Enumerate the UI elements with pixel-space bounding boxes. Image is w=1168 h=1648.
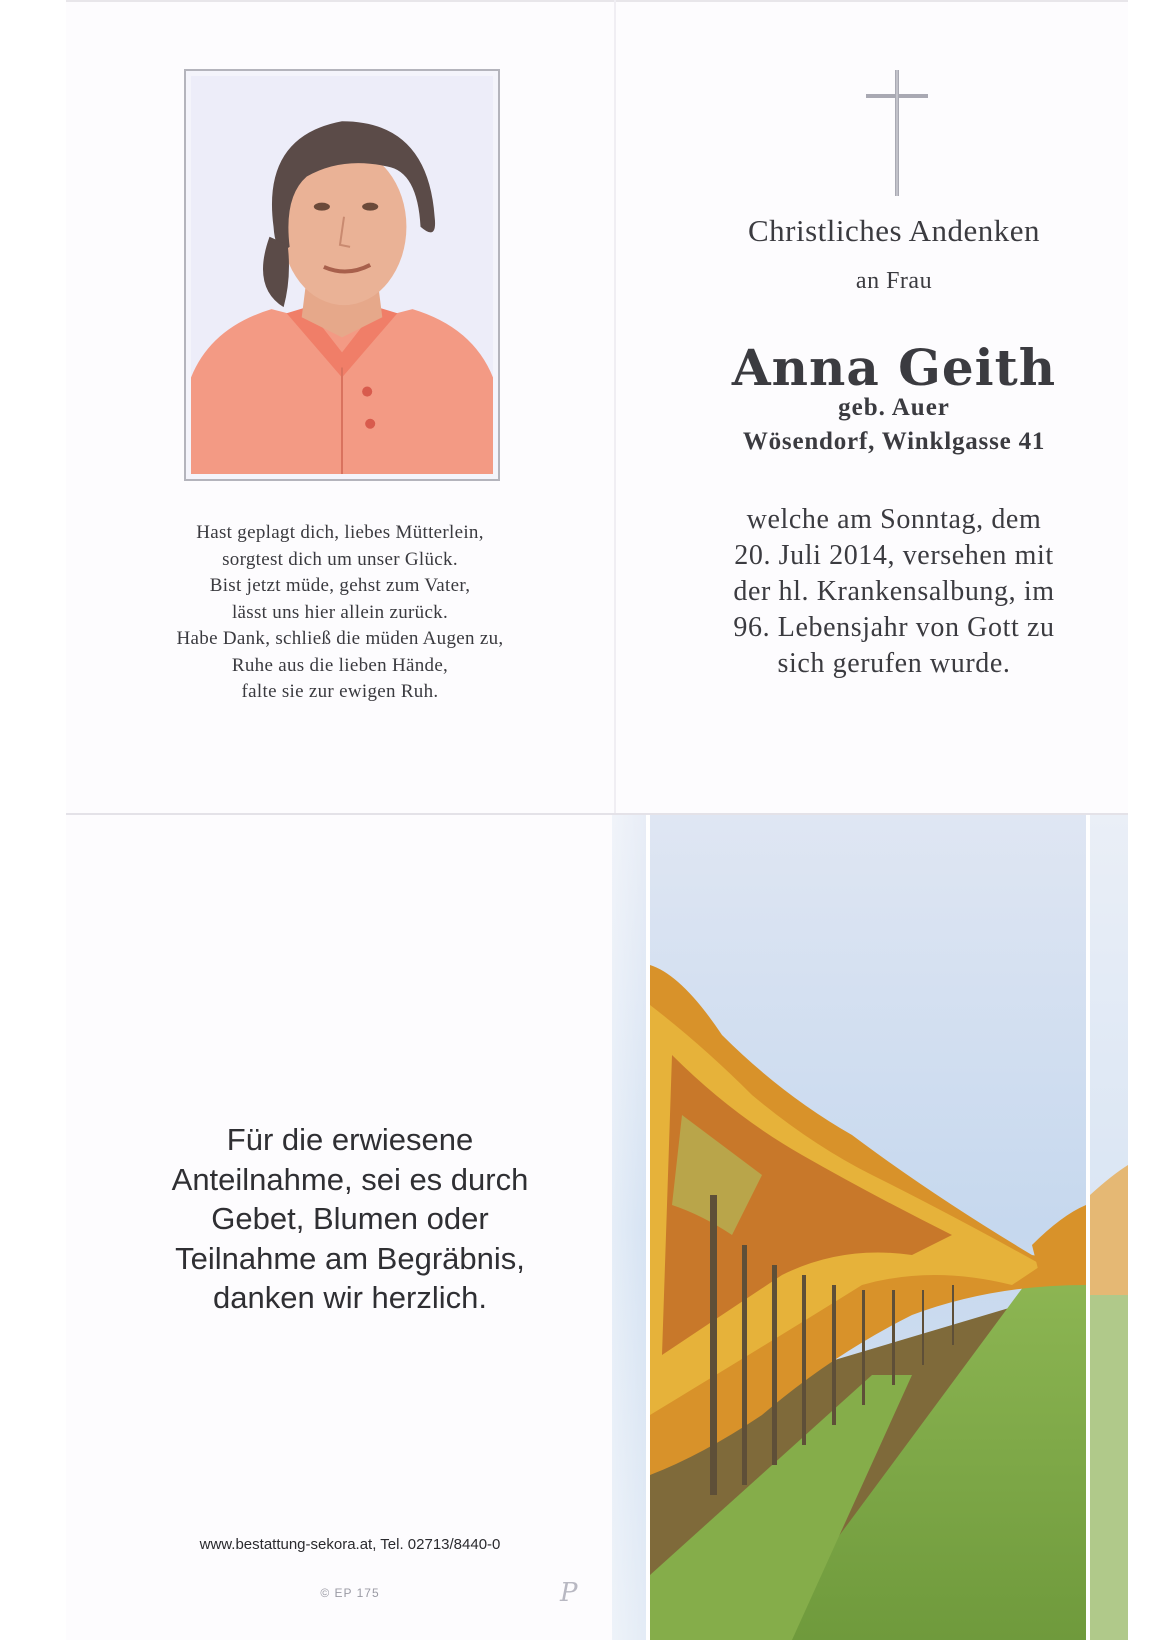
death-notice [656, 502, 1132, 682]
cross-icon [866, 70, 928, 196]
thanks-line: Für die erwiesene [226, 1122, 474, 1157]
funeral-home-contact: www.bestattung-sekora.at, Tel. 02713/8440-0 [199, 1536, 501, 1553]
poem [110, 520, 570, 706]
printer-mark: P [560, 1578, 578, 1608]
poem-line: lässt uns hier allein zurück. [231, 601, 449, 623]
thanks-line: danken wir herzlich. [213, 1280, 487, 1315]
thanks-line: Teilnahme am Begräbnis, [175, 1240, 525, 1276]
poem-line: sorgtest dich um unser Glück. [222, 548, 458, 570]
thanks-line: Anteilnahme, sei es durch [171, 1161, 529, 1197]
vineyard-image [612, 815, 1128, 1640]
card-top-edge [66, 0, 1128, 2]
death-notice-line: der hl. Krankensalbung, im [733, 576, 1055, 607]
poem-line: falte sie zur ewigen Ruh. [241, 681, 439, 702]
death-notice-line: 96. Lebensjahr von Gott zu [733, 612, 1055, 643]
death-notice-line: 20. Juli 2014, versehen mit [734, 540, 1054, 571]
thanks-line: Gebet, Blumen oder [211, 1201, 489, 1236]
portrait-photo [191, 76, 493, 474]
salutation: an Frau [855, 268, 933, 294]
poem-line: Ruhe aus die lieben Hände, [231, 654, 449, 676]
vertical-fold-line [614, 0, 616, 813]
vineyard-illustration [612, 815, 1128, 1640]
maiden-name: geb. Auer [838, 394, 950, 421]
deceased-name: Anna Geith [731, 338, 1057, 397]
death-notice-line: sich gerufen wurde. [777, 648, 1011, 679]
thanks-message [140, 1120, 560, 1318]
poem-line: Habe Dank, schließ die müden Augen zu, [176, 628, 504, 649]
poem-line: Hast geplagt dich, liebes Mütterlein, [196, 522, 484, 543]
deceased-address: Wösendorf, Winklgasse 41 [742, 428, 1046, 455]
poem-line: Bist jetzt müde, gehst zum Vater, [209, 575, 471, 596]
card-heading: Christliches Andenken [747, 213, 1041, 248]
product-code: © EP 175 [320, 1586, 380, 1600]
portrait-frame [184, 69, 500, 481]
portrait-illustration [191, 76, 493, 474]
death-notice-line: welche am Sonntag, dem [746, 504, 1042, 535]
